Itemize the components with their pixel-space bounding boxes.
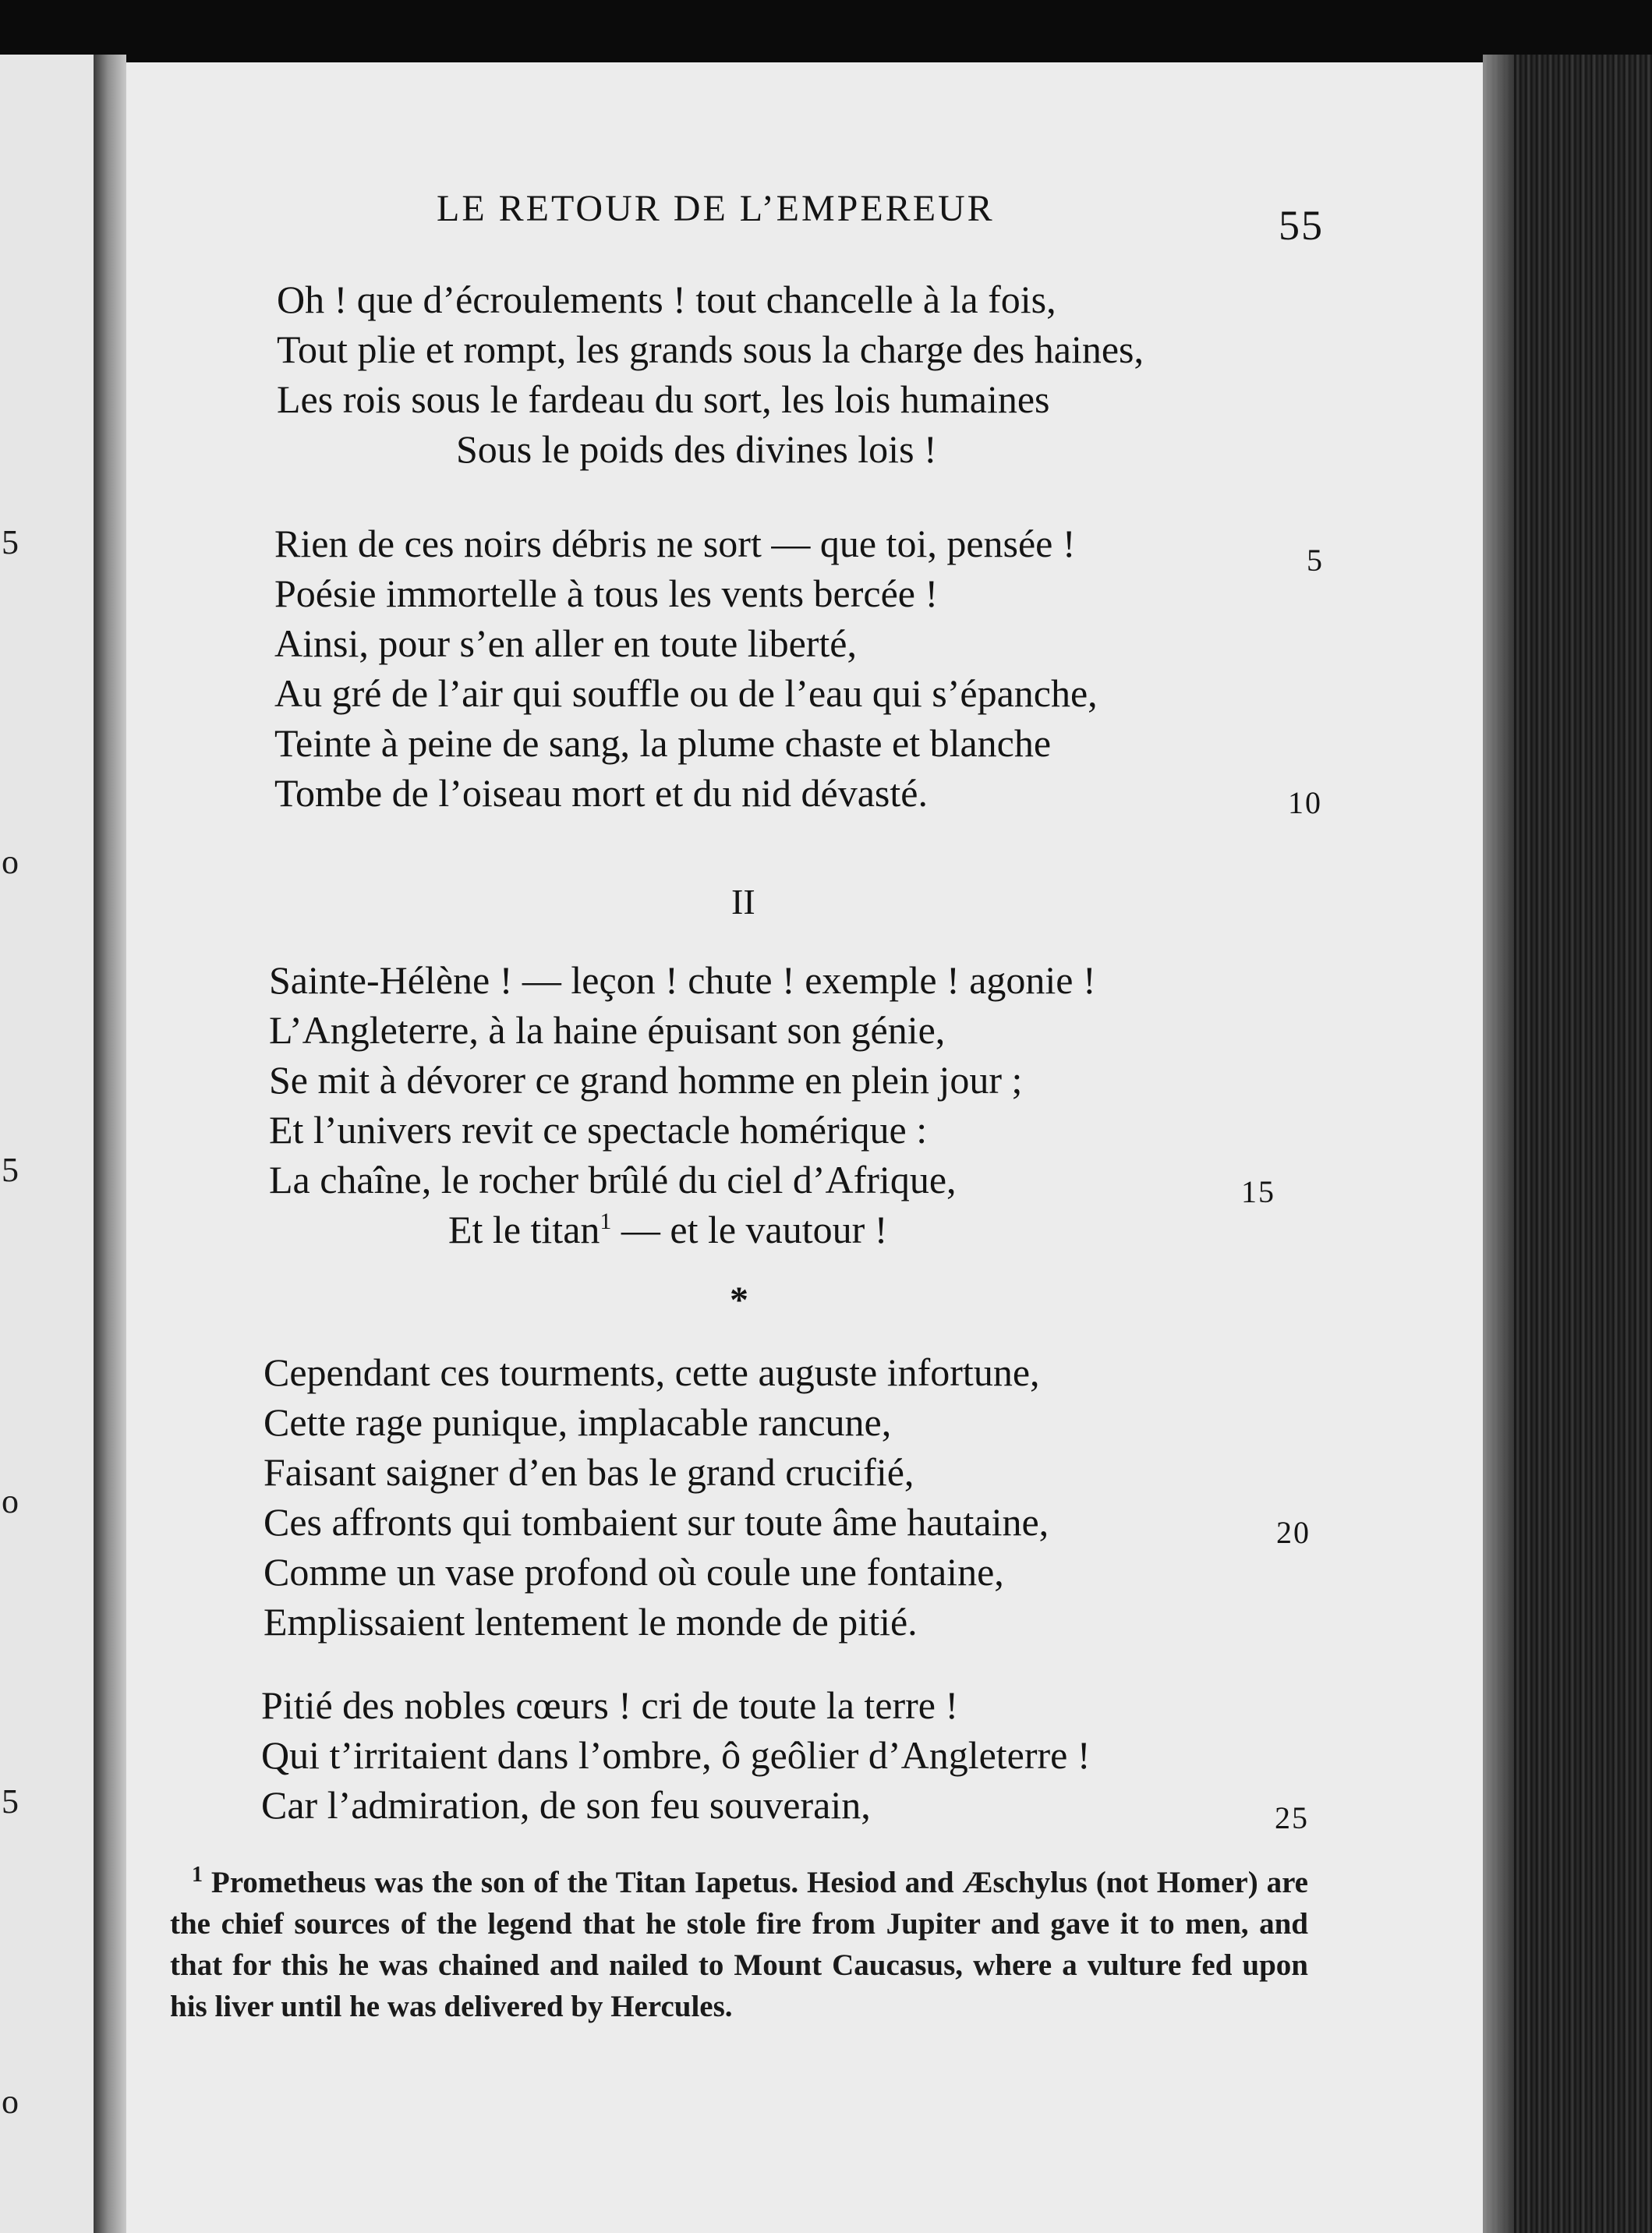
- verse-line: Rien de ces noirs débris ne sort — que toi, pensée !: [274, 522, 1076, 565]
- section-heading: II: [731, 882, 755, 922]
- section-separator: *: [730, 1279, 748, 1321]
- verse-line: Ces affronts qui tombaient sur toute âme hautaine,: [264, 1500, 1049, 1544]
- verse-line: L’Angleterre, à la haine épuisant son génie,: [269, 1008, 946, 1052]
- verse-line: Ainsi, pour s’en aller en toute liberté,: [274, 621, 857, 665]
- line-number: 25: [1275, 1800, 1309, 1835]
- book-gutter: [94, 55, 126, 2233]
- previous-page-line-number: 5: [2, 523, 19, 561]
- verse-line: Comme un vase profond où coule une fontaine,: [264, 1550, 1004, 1594]
- line-number: 5: [1307, 543, 1324, 578]
- verse-line: Se mit à dévorer ce grand homme en plein jour ;: [269, 1058, 1023, 1102]
- verse-line: Et l’univers revit ce spectacle homérique :: [269, 1108, 928, 1152]
- previous-page-line-number: o: [2, 843, 19, 881]
- running-head: LE RETOUR DE L’EMPEREUR: [437, 188, 995, 229]
- line-number: 10: [1288, 785, 1322, 820]
- verse-line: [448, 1205, 887, 1255]
- verse-text: Et le titan: [448, 1208, 600, 1251]
- page-number: 55: [1279, 202, 1324, 249]
- line-number: 15: [1241, 1174, 1275, 1209]
- page-edge-shadow: [1483, 55, 1514, 2233]
- verse-line: Tout plie et rompt, les grands sous la charge des haines,: [277, 327, 1144, 371]
- verse-line: Cette rage punique, implacable rancune,: [264, 1400, 892, 1444]
- verse-line: La chaîne, le rocher brûlé du ciel d’Afrique,: [269, 1158, 957, 1201]
- verse-text: — et le vautour !: [611, 1208, 888, 1251]
- footnote-text: Prometheus was the son of the Titan Iapetus. Hesiod and Æschylus (not Homer) are the chief sources of the legend that he stole fire from Jupiter and gave it to men, and that for this he was chained and nailed to Mount Caucasus, where a vulture fed upon his liver until he was delivered by Hercules.: [170, 1866, 1308, 2023]
- verse-line: Teinte à peine de sang, la plume chaste et blanche: [274, 721, 1052, 765]
- verse-line: Sainte-Hélène ! — leçon ! chute ! exemple ! agonie !: [269, 958, 1096, 1002]
- footnote-marker: 1: [192, 1863, 203, 1887]
- previous-page-line-number: o: [2, 2083, 19, 2121]
- verse-line: Emplissaient lentement le monde de pitié.: [264, 1600, 918, 1644]
- previous-page-line-number: 5: [2, 1782, 19, 1821]
- verse-line: Car l’admiration, de son feu souverain,: [261, 1783, 871, 1827]
- previous-page-line-number: 5: [2, 1151, 19, 1189]
- verse-line: Les rois sous le fardeau du sort, les lois humaines: [277, 377, 1050, 421]
- verse-line: Au gré de l’air qui souffle ou de l’eau qui s’épanche,: [274, 671, 1098, 715]
- previous-page-margin: [0, 55, 98, 2233]
- footnote-reference: 1: [600, 1209, 612, 1234]
- verse-line: Tombe de l’oiseau mort et du nid dévasté.: [274, 771, 928, 815]
- verse-line: Pitié des nobles cœurs ! cri de toute la terre !: [261, 1683, 959, 1727]
- footnote: [170, 1862, 1308, 2027]
- verse-line: Sous le poids des divines lois !: [456, 427, 937, 471]
- verse-line: Poésie immortelle à tous les vents bercée !: [274, 572, 939, 615]
- line-number: 20: [1276, 1515, 1311, 1550]
- verse-line: Cependant ces tourments, cette auguste infortune,: [264, 1350, 1040, 1394]
- verse-line: Oh ! que d’écroulements ! tout chancelle à la fois,: [277, 278, 1056, 321]
- verse-line: Qui t’irritaient dans l’ombre, ô geôlier d’Angleterre !: [261, 1733, 1091, 1777]
- previous-page-line-number: o: [2, 1482, 19, 1520]
- verse-line: Faisant saigner d’en bas le grand crucifié,: [264, 1450, 914, 1494]
